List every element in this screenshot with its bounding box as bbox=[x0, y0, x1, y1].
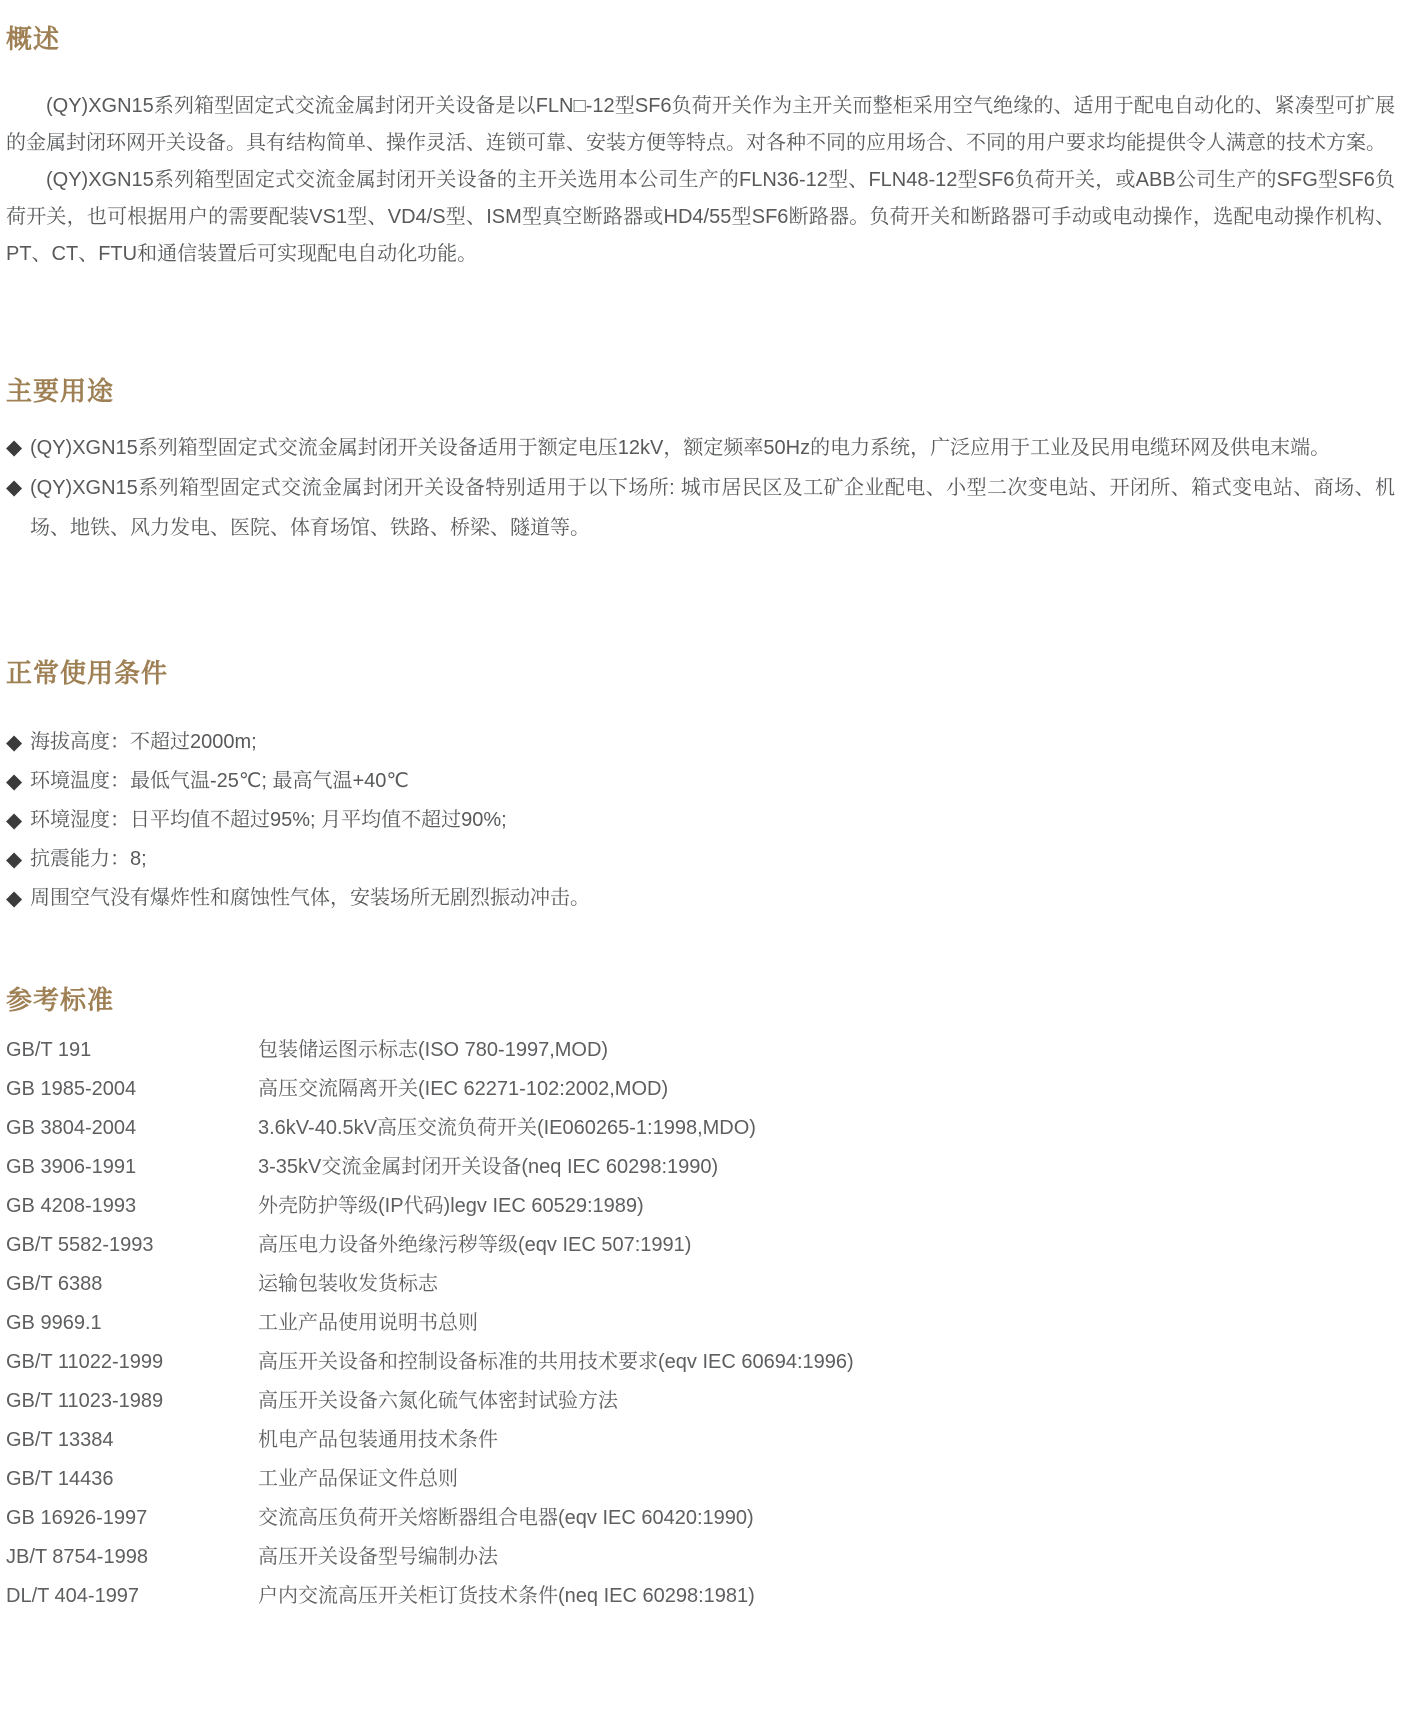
standard-code: GB/T 11022-1999 bbox=[6, 1351, 164, 1373]
diamond-bullet-icon: ◆ bbox=[6, 848, 23, 871]
standard-description: 工业产品保证文件总则 bbox=[258, 1468, 458, 1490]
diamond-bullet-icon: ◆ bbox=[6, 731, 23, 754]
usage-bullet-list bbox=[6, 428, 1395, 548]
standard-description: 交流高压负荷开关熔断器组合电器(eqv IEC 60420:1990) bbox=[258, 1507, 754, 1529]
standard-row bbox=[6, 1109, 1395, 1148]
standards-section bbox=[6, 985, 1395, 1616]
standard-code: DL/T 404-1997 bbox=[6, 1585, 140, 1607]
condition-bullet-text: 抗震能力：8; bbox=[30, 848, 147, 870]
condition-bullet-item bbox=[6, 879, 1395, 918]
standard-row bbox=[6, 1460, 1395, 1499]
condition-bullet-text: 海拔高度：不超过2000m; bbox=[30, 731, 257, 753]
standard-code: GB 3906-1991 bbox=[6, 1156, 137, 1178]
condition-bullet-text: 周围空气没有爆炸性和腐蚀性气体，安装场所无剧烈振动冲击。 bbox=[30, 887, 590, 909]
standard-code: GB 4208-1993 bbox=[6, 1195, 137, 1217]
condition-bullet-item bbox=[6, 762, 1395, 801]
diamond-bullet-icon: ◆ bbox=[6, 436, 23, 459]
standard-code: GB 16926-1997 bbox=[6, 1507, 148, 1529]
standard-row bbox=[6, 1187, 1395, 1226]
standard-description: 高压开关设备和控制设备标准的共用技术要求(eqv IEC 60694:1996) bbox=[258, 1351, 854, 1373]
standard-description: 工业产品使用说明书总则 bbox=[258, 1312, 478, 1334]
standard-row bbox=[6, 1265, 1395, 1304]
overview-paragraph-2: (QY)XGN15系列箱型固定式交流金属封闭开关设备的主开关选用本公司生产的FLN36-12型、FLN48-12型SF6负荷开关，或ABB公司生产的SFG型SF6负荷开关，也可根据用户的需要配装VS1型、VD4/S型、ISM型真空断路器或HD4/55型SF6断路器。负荷开关和断路器可手动或电动操作，选配电动操作机构、PT、CT、FTU和通信装置后可实现配电自动化功能。 bbox=[6, 169, 1395, 265]
condition-bullet-text: 环境湿度：日平均值不超过95%; 月平均值不超过90%; bbox=[30, 809, 507, 831]
standard-row bbox=[6, 1499, 1395, 1538]
conditions-bullet-list bbox=[6, 723, 1395, 918]
standard-code: GB/T 5582-1993 bbox=[6, 1234, 154, 1256]
condition-bullet-item bbox=[6, 801, 1395, 840]
standard-row bbox=[6, 1148, 1395, 1187]
standard-description: 3.6kV-40.5kV高压交流负荷开关(IE060265-1:1998,MDO) bbox=[258, 1117, 756, 1139]
standard-row bbox=[6, 1382, 1395, 1421]
condition-bullet-item bbox=[6, 840, 1395, 879]
standard-code: GB 9969.1 bbox=[6, 1312, 102, 1334]
usage-section bbox=[6, 376, 1395, 548]
overview-paragraph-1: (QY)XGN15系列箱型固定式交流金属封闭开关设备是以FLN□-12型SF6负荷开关作为主开关而整柜采用空气绝缘的、适用于配电自动化的、紧凑型可扩展的金属封闭环网开关设备。具有结构简单、操作灵活、连锁可靠、安装方便等特点。对各种不同的应用场合、不同的用户要求均能提供令人满意的技术方案。 bbox=[6, 95, 1395, 154]
usage-bullet-text: (QY)XGN15系列箱型固定式交流金属封闭开关设备适用于额定电压12kV，额定频率50Hz的电力系统，广泛应用于工业及民用电缆环网及供电末端。 bbox=[30, 437, 1331, 459]
overview-section-title: 概述 bbox=[6, 24, 61, 54]
standard-code: GB 1985-2004 bbox=[6, 1078, 137, 1100]
standard-code: GB 3804-2004 bbox=[6, 1117, 137, 1139]
standard-description: 运输包装收发货标志 bbox=[258, 1273, 438, 1295]
condition-bullet-item bbox=[6, 723, 1395, 762]
usage-bullet-text: (QY)XGN15系列箱型固定式交流金属封闭开关设备特别适用于以下场所: 城市居民区及工矿企业配电、小型二次变电站、开闭所、箱式变电站、商场、机场、地铁、风力发电、医院、体育场馆、铁路、桥梁、隧道等。 bbox=[30, 477, 1395, 539]
standards-section-title: 参考标准 bbox=[6, 985, 115, 1015]
standard-row bbox=[6, 1421, 1395, 1460]
standard-description: 包装储运图示标志(ISO 780-1997,MOD) bbox=[258, 1039, 609, 1061]
standard-row bbox=[6, 1070, 1395, 1109]
standard-row bbox=[6, 1538, 1395, 1577]
standard-row bbox=[6, 1577, 1395, 1616]
overview-paragraphs bbox=[6, 88, 1395, 273]
standard-code: GB/T 14436 bbox=[6, 1468, 114, 1490]
standard-description: 3-35kV交流金属封闭开关设备(neq IEC 60298:1990) bbox=[258, 1156, 719, 1178]
condition-bullet-text: 环境温度：最低气温-25℃; 最高气温+40℃ bbox=[30, 770, 409, 792]
standard-code: JB/T 8754-1998 bbox=[6, 1546, 148, 1568]
standard-description: 外壳防护等级(IP代码)legv IEC 60529:1989) bbox=[258, 1195, 644, 1217]
conditions-section bbox=[6, 658, 1395, 918]
diamond-bullet-icon: ◆ bbox=[6, 809, 23, 832]
overview-section bbox=[6, 24, 1395, 273]
standard-description: 户内交流高压开关柜订货技术条件(neq IEC 60298:1981) bbox=[258, 1585, 755, 1607]
standard-code: GB/T 6388 bbox=[6, 1273, 103, 1295]
usage-bullet-item bbox=[6, 468, 1395, 548]
standard-row bbox=[6, 1031, 1395, 1070]
standards-table bbox=[6, 1031, 1395, 1616]
diamond-bullet-icon: ◆ bbox=[6, 887, 23, 910]
standard-description: 高压交流隔离开关(IEC 62271-102:2002,MOD) bbox=[258, 1078, 669, 1100]
standard-row bbox=[6, 1226, 1395, 1265]
standard-code: GB/T 13384 bbox=[6, 1429, 114, 1451]
standard-code: GB/T 11023-1989 bbox=[6, 1390, 164, 1412]
usage-section-title: 主要用途 bbox=[6, 376, 115, 406]
standard-code: GB/T 191 bbox=[6, 1039, 92, 1061]
standard-row bbox=[6, 1304, 1395, 1343]
standard-description: 高压开关设备型号编制办法 bbox=[258, 1546, 498, 1568]
standard-description: 机电产品包装通用技术条件 bbox=[258, 1429, 498, 1451]
standard-description: 高压开关设备六氮化硫气体密封试验方法 bbox=[258, 1390, 618, 1412]
conditions-section-title: 正常使用条件 bbox=[6, 658, 169, 688]
usage-bullet-item bbox=[6, 428, 1395, 468]
diamond-bullet-icon: ◆ bbox=[6, 770, 23, 793]
standard-row bbox=[6, 1343, 1395, 1382]
diamond-bullet-icon: ◆ bbox=[6, 476, 23, 499]
standard-description: 高压电力设备外绝缘污秽等级(eqv IEC 507:1991) bbox=[258, 1234, 692, 1256]
